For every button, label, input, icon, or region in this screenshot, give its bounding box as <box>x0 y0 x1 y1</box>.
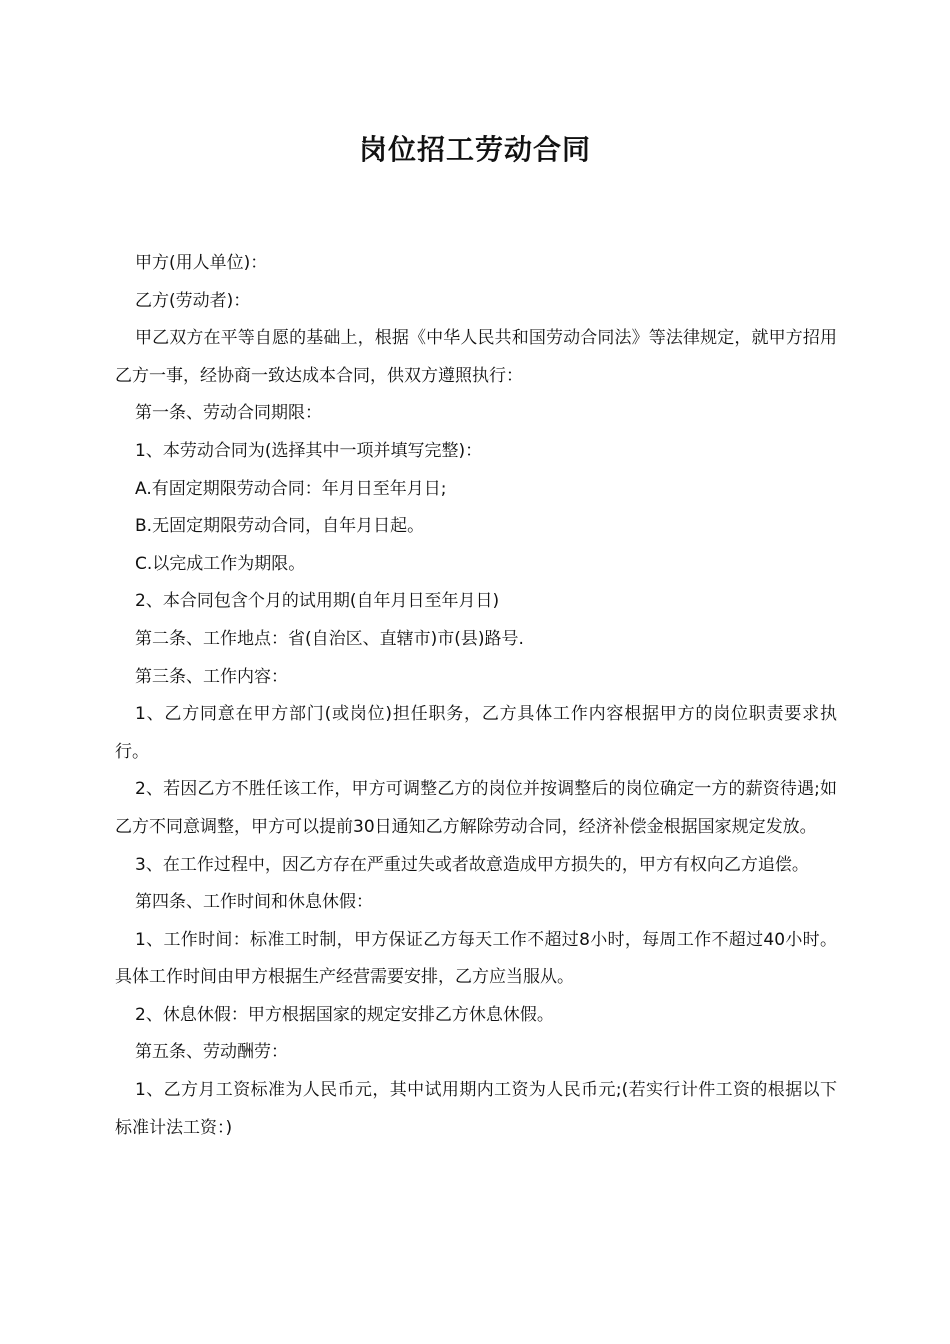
article-1-option-b: B.无固定期限劳动合同，自年月日起。 <box>135 516 425 537</box>
party-a-line: 甲方(用人单位)： <box>135 253 268 273</box>
article-1-item-2: 2、本合同包含个月的试用期(自年月日至年月日) <box>135 591 500 612</box>
article-5-item-1: 1、乙方月工资标准为人民币元，其中试用期内工资为人民币元;(若实行计件工资的根据以下标准计法工资：) <box>115 1080 837 1138</box>
article-3-item-3: 3、在工作过程中，因乙方存在严重过失或者故意造成甲方损失的，甲方有权向乙方追偿。 <box>135 854 809 875</box>
article-4-heading: 第四条、工作时间和休息休假： <box>135 892 373 913</box>
article-1-item-1: 1、本劳动合同为(选择其中一项并填写完整)： <box>135 440 483 461</box>
article-4-item-2: 2、休息休假：甲方根据国家的规定安排乙方休息休假。 <box>135 1004 554 1025</box>
article-1-option-a: A.有固定期限劳动合同：年月日至年月日; <box>135 478 447 499</box>
preamble-paragraph: 甲乙双方在平等自愿的基础上，根据《中华人民共和国劳动合同法》等法律规定，就甲方招用乙方一事，经协商一致达成本合同，供双方遵照执行： <box>115 328 837 386</box>
article-5-heading: 第五条、劳动酬劳： <box>135 1042 288 1063</box>
article-1-option-c: C.以完成工作为期限。 <box>135 553 306 574</box>
article-3-item-2: 2、若因乙方不胜任该工作，甲方可调整乙方的岗位并按调整后的岗位确定一方的薪资待遇;如乙方不同意调整，甲方可以提前30日通知乙方解除劳动合同，经济补偿金根据国家规定发放。 <box>115 779 837 837</box>
article-1-heading: 第一条、劳动合同期限： <box>135 403 322 424</box>
article-2-heading: 第二条、工作地点：省(自治区、直辖市)市(县)路号. <box>135 628 524 649</box>
article-3-item-1: 1、乙方同意在甲方部门(或岗位)担任职务，乙方具体工作内容根据甲方的岗位职责要求执行。 <box>115 704 837 762</box>
article-3-heading: 第三条、工作内容： <box>135 666 288 687</box>
article-4-item-1: 1、工作时间：标准工时制，甲方保证乙方每天工作不超过8小时，每周工作不超过40小时。具体工作时间由甲方根据生产经营需要安排，乙方应当服从。 <box>115 929 837 988</box>
party-b-line: 乙方(劳动者)： <box>135 290 251 311</box>
document-body <box>115 245 837 1147</box>
document-title: 岗位招工劳动合同 <box>358 133 591 166</box>
